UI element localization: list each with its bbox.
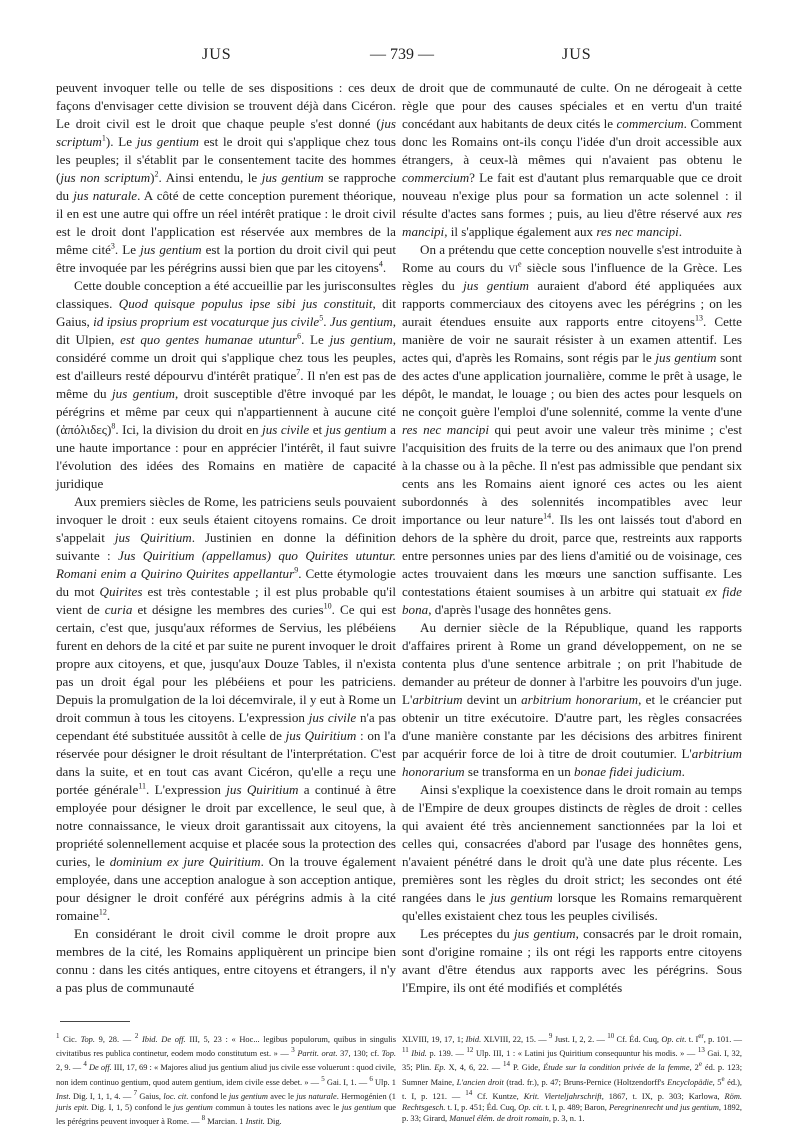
footnotes-left	[56, 1031, 396, 1128]
footnotes-right	[402, 1031, 742, 1125]
running-header	[56, 46, 746, 68]
header-left-keyword: JUS	[202, 46, 232, 63]
header-right-keyword: JUS	[562, 46, 592, 63]
right-text-column	[402, 79, 742, 997]
paragraph: Ainsi s'explique la coexistence dans le droit romain au temps de l'Empire de deux groupes distincts de règles de droit : celles qui avaient été très anciennement sanctionnées par la loi et celles qui, consacrées d'abord par l'usage des honnêtes gens, n'avaient pénétré dans le droit qu'à une date plus récente. Les premières sont les règles du droit strict; les secondes ont été rangées dans le jus gentium lorsque les Romains remarquèrent qu'elles existaient chez tous les peuples civilisés.	[402, 782, 742, 923]
paragraph: En considérant le droit civil comme le droit propre aux membres de la cité, les Romains appliquèrent un principe bien connu : dans les cités antiques, entre citoyens et étrangers, il n'y a pas plus de communauté	[56, 926, 396, 995]
page-number: — 739 —	[370, 46, 434, 63]
paragraph: Cette double conception a été accueillie par les jurisconsultes classiques. Quod quisque populus ipse sibi jus constituit, dit Gaius, id ipsius proprium est vocaturque jus civile$^5$. Jus gentium, dit Ulpien, est quo gentes humanae utuntur$^6$. Le jus gentium, considéré comme un droit qui s'applique chez tous les peuples, est d'ailleurs resté dépourvu d'intérêt pratique$^7$. Il n'en est pas de même du jus gentium, droit susceptible d'être invoqué par les pérégrins et même par ceux qui n'appartiennent à aucune cité (ἀπόλιδες)$^8$. Ici, la division du droit en jus civile et jus gentium a une haute importance : pour en apprécier l'intérêt, il faut suivre l'évolution des idées des Romains en matière de capacité juridique	[56, 278, 397, 491]
paragraph: peuvent invoquer telle ou telle de ses dispositions : ces deux façons d'envisager cette division se trouvent déjà dans Cicéron. Le droit civil est le droit que chaque peuple s'est donné (jus scriptum$^1$). Le jus gentium est le droit qui s'applique chez tous les peuples; il s'établit par le consentement tacite des hommes (jus non scriptum)$^2$. Ainsi entendu, le jus gentium se rapproche du jus naturale. A côté de cette conception purement théorique, il en est une autre qui offre un réel intérêt pratique : le droit civil est le droit dont l'application est réservée aux membres de la même cité$^3$. Le jus gentium est la portion du droit civil qui peut être invoquée par les pérégrins aussi bien que par les citoyens$^4$.	[56, 80, 397, 275]
paragraph: Au dernier siècle de la République, quand les rapports d'affaires prirent à Rome un grand développement, on ne se contenta plus d'une sentence arbitrale ; on prit l'habitude de demander au préteur de donner à l'arbitre les pouvoirs d'un juge. L'arbitrium devint un arbitrium honorarium, et le créancier put obtenir un titre exécutoire. D'autre part, les règles consacrées d'une manière constante par les décisions des arbitres finirent par acquérir force de loi à titre de droit coutumier. L'arbitrium honorarium se transforma en un bonae fidei judicium.	[402, 620, 742, 779]
paragraph: de droit que de communauté de culte. On ne dérogeait à cette règle que pour des causes spéciales et en vertu d'un traité concédant aux habitants de deux cités le commercium. Comment donc les Romains ont-ils conçu l'idée d'un droit accessible aux étrangers, à ceux-là mêmes qui n'avaient pas obtenu le commercium? Le fait est d'autant plus remarquable que ce droit nouveau n'exige plus pour sa formation un acte solennel : il résulte d'actes sans formes ; puis, au lieu d'être réservé aux res mancipi, il s'applique également aux res nec mancipi.	[402, 80, 743, 239]
paragraph: Aux premiers siècles de Rome, les patriciens seuls pouvaient invoquer le droit : eux seuls étaient citoyens romains. Ce droit s'appelait jus Quiritium. Justinien en donne la définition suivante : Jus Quiritium (appellamus) quo Quirites utuntur. Romani enim a Quirino Quirites appellantur$^9$. Cette étymologie du mot Quirites est très contestable ; il est plus probable qu'il vient de curia et désigne les membres des curies$^{10}$. Ce qui est certain, c'est que, jusqu'aux réformes de Servius, les plébéiens furent en dehors de la cité et par suite ne purent invoquer le droit propre aux citoyens, et que, jusqu'aux Douze Tables, il n'exista pas un droit égal pour les plébéiens et pour les patriciens. Depuis la promulgation de la loi décemvirale, il y eut à Rome un droit commun à tous les citoyens. L'expression jus civile n'a pas cependant été substituée aussitôt à celle de jus Quiritium : on l'a réservée pour désigner le droit résultant de l'interprétation. C'est dans la suite, et en tout cas avant Cicéron, qu'elle a reçu une portée générale$^{11}$. L'expression jus Quiritium a continué à être employée pour désigner le droit par excellence, le seul que, à notre connaissance, le vieux droit garantissait aux citoyens, la propriété solennellement acquise et placée sous la protection des curies, le dominium ex jure Quiritium. On la trouve également employée, dans une acception analogue à son acception antique, pour désigner le droit conféré aux pérégrins admis à la cité romaine$^{12}$.	[56, 494, 396, 923]
footnote-rule	[60, 1021, 130, 1022]
paragraph: Les préceptes du jus gentium, consacrés par le droit romain, sont d'origine romaine ; ils ont régi les rapports entre citoyens avant d'être étendus aux rapports avec les pérégrins. Sous l'Empire, ils ont été modifiés et complétés	[402, 926, 742, 995]
footnote-block: $^1$ Cic. Top. 9, 28. — $^2$ Ibid. De off. III, 5, 23 : « Hoc... legibus populorum, quibus in singulis civitatibus res publica continetur, eodem modo constitutum est. » — $^3$ Partit. orat. 37, 130; cf. Top. 2, 9. — $^4$ De off. III, 17, 69 : « Majores aliud jus gentium aliud jus civile esse voluerunt : quod civile, non idem continuo gentium, quod autem gentium, idem civile esse debet. » — $^5$ Gai. I, 1. — $^6$ Ulp. 1 Inst. Dig. I, 1, 1, 4. — $^7$ Gaius, loc. cit. confond le jus gentium avec le jus naturale. Hermogénien (1 juris epit. Dig. I, 1, 5) confond le jus gentium commun à toutes les nations avec le jus gentium que les pérégrins peuvent invoquer à Rome. — $^8$ Marcian. 1 Instit. Dig.	[56, 1032, 397, 1127]
paragraph: On a prétendu que cette conception nouvelle s'est introduite à Rome au cours du $vi^e$ siècle sous l'influence de la Grèce. Les règles du jus gentium auraient d'abord été appliquées aux rapports commerciaux des citoyens avec les pérégrins ; on les aurait étendues ensuite aux rapports entre citoyens$^{13}$. Cette manière de voir ne saurait résister à un examen attentif. Les actes qui, d'après les Romains, sont régis par le jus gentium sont des actes d'une application journalière, comme le prêt à usage, le dépôt, le mandat, le louage ; ou bien des actes pour lesquels on ne conçoit guère l'emploi d'une solennité, comme la vente d'une res nec mancipi qui peut avoir une valeur très minime ; c'est l'acquisition des fruits de la terre ou des animaux que l'on prend à la chasse ou à la pêche. Il n'est pas admissible que pendant six cents ans les Romains aient ignoré ces actes ou les aient subordonnés à des solennités incompatibles avec leur importance ou leur nature$^{14}$. Ils les ont laissés tout d'abord en dehors de la sphère du droit, parce que, restreints aux rapports entre personnes unies par des liens d'amitié ou de voisinage, ces actes trouvaient dans les mœurs une sanction suffisante. Les contestations étaient soumises à un arbitre qui statuait ex fide bona, d'après l'usage des honnêtes gens.	[402, 242, 743, 617]
left-text-column	[56, 79, 396, 997]
footnote-block: XLVIII, 19, 17, 1; Ibid. XLVIII, 22, 15. — $^9$ Just. I, 2, 2. — $^{10}$ Cf. Éd. Cuq, Op. cit. t. Ier, p. 101. — $^{11}$ Ibid. p. 139. — $^{12}$ Ulp. III, 1 : « Latini jus Quiritium consequuntur his modis. » — $^{13}$ Gai. I, 32, 35; Plin. Ep. X, 4, 6, 22. — $^{14}$ P. Gide, Étude sur la condition privée de la femme, 2e éd. p. 123; Sumner Maine, L'ancien droit (trad. fr.), p. 47; Bruns-Pernice (Holtzendorff's Encyclopädie, 5e éd.), t. I, p. 121. — $^{14}$ Cf. Kuntze, Krit. Vierteljahrschrift, 1867, t. IX, p. 303; Karlowa, Röm. Rechtsgesch. t. I, p. 451; Éd. Cuq, Op. cit. t. I, p. 489; Baron, Peregrinenrecht und jus gentium, 1892, p. 33; Girard, Manuel élém. de droit romain, p. 3, n. 1.	[402, 1032, 743, 1124]
